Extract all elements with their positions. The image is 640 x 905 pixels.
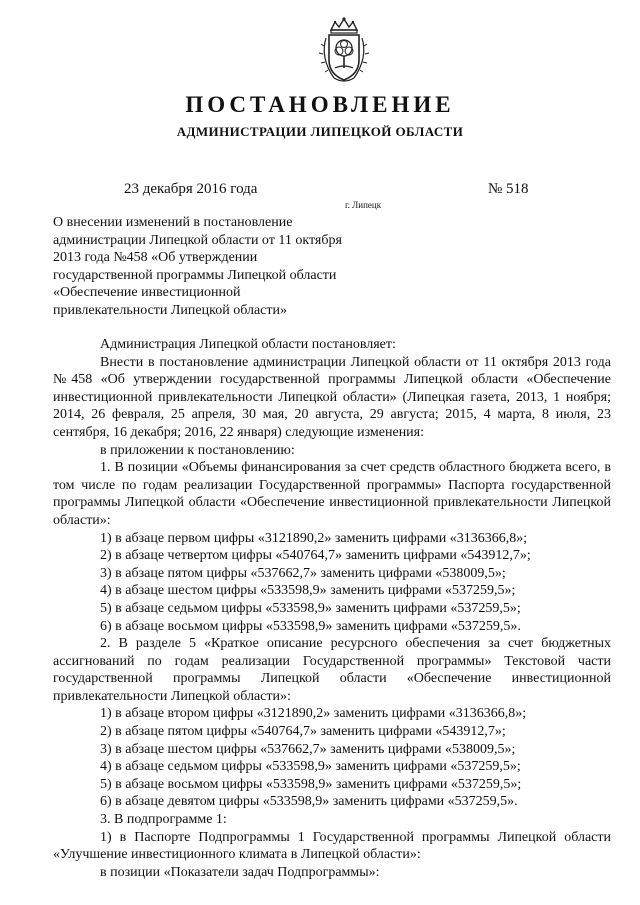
body-list-item: 4) в абзаце шестом цифры «533598,9» заменить цифрами «537259,5»; <box>100 583 516 599</box>
body-paragraph: 1. В позиции «Объемы финансирования за счет средств областного бюджета всего, в том числе по годам реализации Государственной программы» Паспорта государственной программы Липецкой области «Обеспечение инвестиционной привлекательности Липецкой области»: <box>53 460 611 528</box>
body-list-item: 4) в абзаце седьмом цифры «533598,9» заменить цифрами «537259,5»; <box>100 759 521 775</box>
document-number: № 518 <box>488 181 529 197</box>
body-list-item: 1) в абзаце втором цифры «3121890,2» заменить цифрами «3136366,8»; <box>100 706 527 722</box>
document-body <box>53 336 611 881</box>
body-paragraph: 2. В разделе 5 «Краткое описание ресурсного обеспечения за счет бюджетных ассигнований по годам реализации Государственной программы» Текстовой части государственной программы Липецкой области «Обеспечение инвестиционной привлекательности Липецкой области»: <box>53 636 611 704</box>
subject-line: О внесении изменений в постановление <box>53 215 293 230</box>
body-list-item: 3) в абзаце шестом цифры «537662,7» заменить цифрами «538009,5»; <box>100 741 516 757</box>
body-list-item: 1) в абзаце первом цифры «3121890,2» заменить цифрами «3136366,8»; <box>100 530 528 546</box>
document-city: г. Липецк <box>345 200 382 210</box>
body-list-item: 2) в абзаце четвертом цифры «540764,7» заменить цифрами «543912,7»; <box>100 548 531 564</box>
body-paragraph: Внести в постановление администрации Липецкой области от 11 октября 2013 года №458 «Об утверждении государственной программы Липецкой области «Обеспечение инвестиционной привлекательности Липецкой области» (Липецкая газета, 2013, 1 ноября; 2014, 26 февраля, 25 апреля, 30 мая, 20 августа, 29 августа; 2015, 4 марта, 8 июля, 23 сентября, 16 декабря; 2016, 22 января) следующие изменения: <box>53 354 611 440</box>
subject-line: администрации Липецкой области от 11 октября <box>53 232 342 248</box>
body-paragraph: в позиции «Показатели задач Подпрограммы»: <box>100 864 380 880</box>
body-list-item: 6) в абзаце девятом цифры «533598,9» заменить цифрами «537259,5». <box>100 794 518 810</box>
coat-of-arms-emblem <box>314 16 374 86</box>
body-list-item: 2) в абзаце пятом цифры «540764,7» заменить цифрами «543912,7»; <box>100 724 506 740</box>
subject-line: привлекательности Липецкой области» <box>53 302 287 318</box>
body-paragraph: 1) в Паспорте Подпрограммы 1 Государственной программы Липецкой области «Улучшение инвестиционного климата в Липецкой области»: <box>53 829 611 863</box>
subject-line: государственной программы Липецкой области <box>53 267 337 283</box>
body-list-item: 5) в абзаце восьмом цифры «533598,9» заменить цифрами «537259,5»; <box>100 776 522 792</box>
body-paragraph: Администрация Липецкой области постановляет: <box>100 337 396 352</box>
body-list-item: 3) в абзаце пятом цифры «537662,7» заменить цифрами «538009,5»; <box>100 565 506 581</box>
document-subject <box>53 214 342 320</box>
subject-line: «Обеспечение инвестиционной <box>53 285 241 301</box>
document-subtitle: АДМИНИСТРАЦИИ ЛИПЕЦКОЙ ОБЛАСТИ <box>176 124 464 139</box>
document-date: 23 декабря 2016 года <box>124 181 258 197</box>
document-title: ПОСТАНОВЛЕНИЕ <box>185 92 455 117</box>
body-paragraph: 3. В подпрограмме 1: <box>100 812 227 828</box>
subject-line: 2013 года №458 «Об утверждении <box>53 250 258 266</box>
body-paragraph: в приложении к постановлению: <box>100 442 295 458</box>
body-list-item: 6) в абзаце восьмом цифры «533598,9» заменить цифрами «537259,5». <box>100 618 521 634</box>
body-list-item: 5) в абзаце седьмом цифры «533598,9» заменить цифрами «537259,5»; <box>100 600 521 616</box>
